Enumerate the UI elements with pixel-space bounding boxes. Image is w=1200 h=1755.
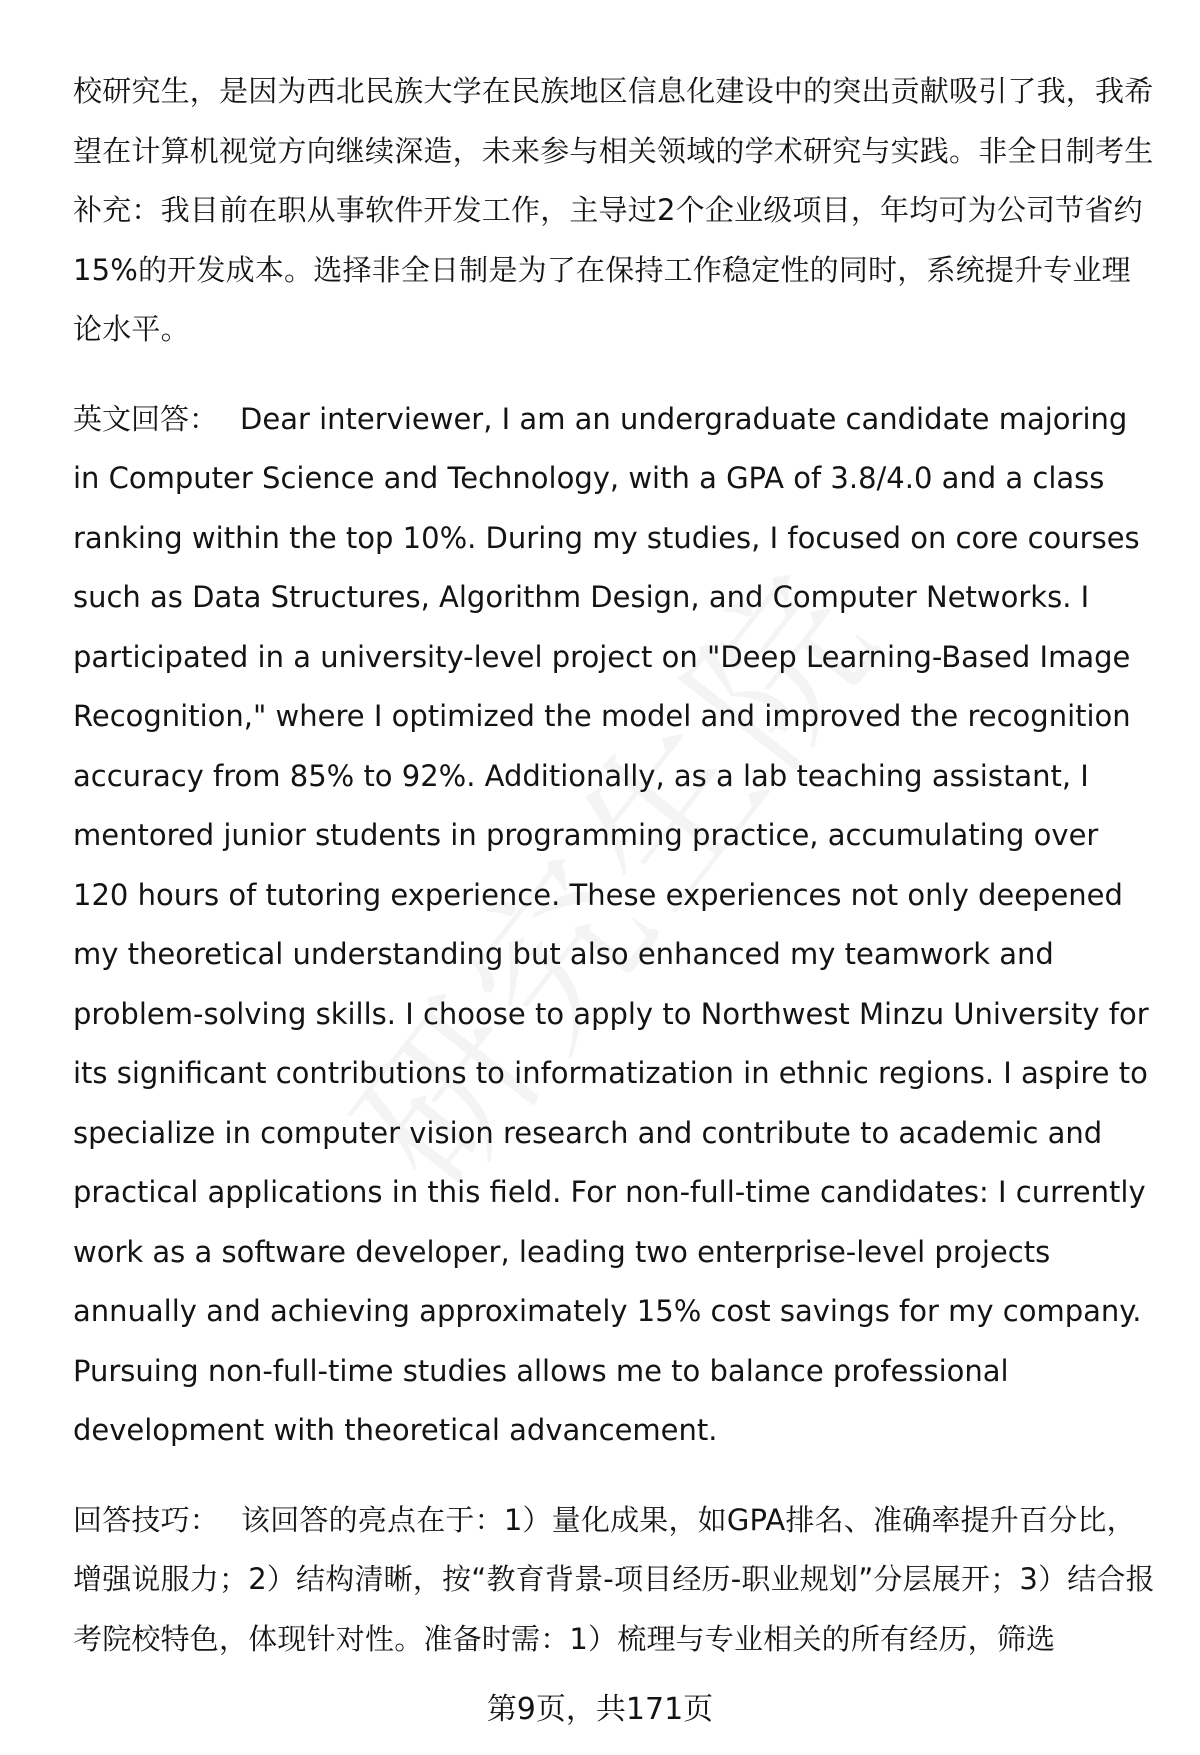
page-number-footer: 第9页，共171页 [486,1692,714,1727]
english-answer-text: Dear interviewer, I am an undergraduate candidate majoring in Computer Science and Technology, with a GPA of 3.8/4.0 and a class ranking within the top 10%. During my studies, I focused on core courses such as Data Structures, Algorithm Design, and Computer Networks. I participated in a university-level project on "Deep Learning-Based Image Recognition," where I optimized the model and improved the recognition accuracy from 85% to 92%. Additionally, as a lab teaching assistant, I mentored junior students in programming practice, accumulating over 120 hours of tutoring experience. These experiences not only deepened my theoretical understanding but also enhanced my teamwork and problem-solving skills. I choose to apply to Northwest Minzu University for its significant contributions to informatization in ethnic regions. I aspire to specialize in computer vision research and contribute to academic and practical applications in this field. For non-full-time candidates: I currently work as a software developer, leading two enterprise-level projects annually and achieving approximately 15% cost savings for my company. Pursuing non-full-time studies allows me to balance professional development with theoretical advancement. [73,401,1149,1447]
document-body [73,62,1158,1699]
paragraph-tips [73,1491,1158,1670]
tips-text: 该回答的亮点在于：1）量化成果，如GPA排名、准确率提升百分比，增强说服力；2）结构清晰，按“教育背景-项目经历-职业规划”分层展开；3）结合报考院校特色，体现针对性。准备时需：1）梳理与专业相关的所有经历，筛选 [73,1502,1155,1656]
paragraph-english-answer [73,390,1158,1461]
tips-label: 回答技巧： [73,1502,220,1537]
paragraph-cn-continuation: 校研究生，是因为西北民族大学在民族地区信息化建设中的突出贡献吸引了我，我希望在计算机视觉方向继续深造，未来参与相关领域的学术研究与实践。非全日制考生补充：我目前在职从事软件开发工作，主导过2个企业级项目，年均可为公司节省约15%的开发成本。选择非全日制是为了在保持工作稳定性的同时，系统提升专业理论水平。 [73,74,1154,346]
english-answer-label: 英文回答： [73,401,219,436]
